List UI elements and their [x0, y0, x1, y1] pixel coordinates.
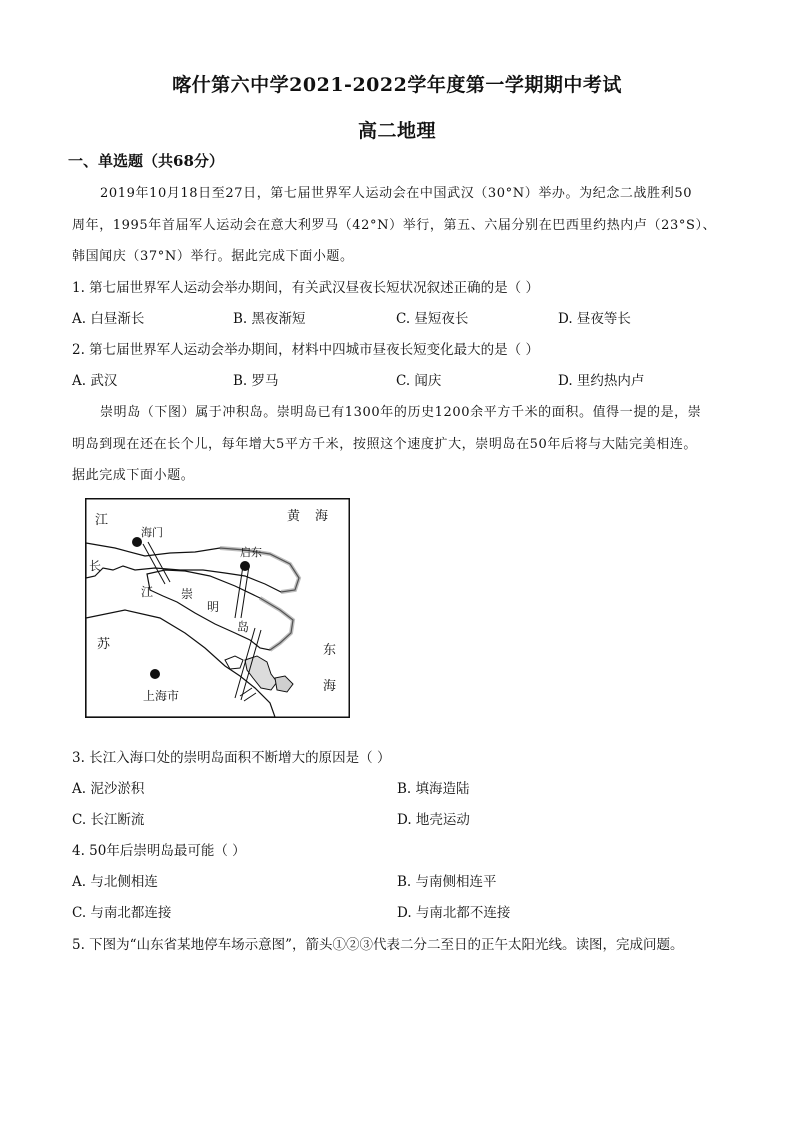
- map-label-huang: 黄: [287, 509, 301, 524]
- question-4-option-b[interactable]: B. 与南侧相连平: [397, 874, 497, 890]
- map-label-haimen: 海门: [141, 526, 163, 539]
- map-label-hai-east: 海: [323, 679, 337, 694]
- map-label-qidong: 启东: [240, 546, 262, 559]
- map-label-hai-north: 海: [315, 509, 329, 524]
- question-3-option-d[interactable]: D. 地壳运动: [397, 812, 470, 828]
- question-4-stem: 4. 50年后崇明岛最可能（ ）: [72, 843, 246, 859]
- map-label-shanghai: 上海市: [143, 689, 180, 703]
- qidong-city-dot: [240, 561, 250, 571]
- question-3-option-b[interactable]: B. 填海造陆: [397, 781, 470, 797]
- question-1-option-c[interactable]: C. 昼短夜长: [396, 311, 469, 327]
- question-4-option-c[interactable]: C. 与南北都连接: [72, 905, 172, 921]
- question-3-option-a[interactable]: A. 泥沙淤积: [72, 781, 145, 797]
- passage1-line2: 周年，1995年首届军人运动会在意大利罗马（42°N）举行，第五、六届分别在巴西里约热内卢（23°S）、: [72, 218, 717, 233]
- question-4-option-d[interactable]: D. 与南北都不连接: [397, 905, 511, 921]
- question-3-option-c[interactable]: C. 长江断流: [72, 812, 145, 828]
- question-1-option-d[interactable]: D. 昼夜等长: [558, 311, 631, 327]
- question-1-stem: 1. 第七届世界军人运动会举办期间，有关武汉昼夜长短状况叙述正确的是（ ）: [72, 280, 539, 296]
- question-3-stem: 3. 长江入海口处的崇明岛面积不断增大的原因是（ ）: [72, 750, 391, 766]
- section-heading: 一、单选题（共68分）: [68, 152, 224, 170]
- question-2-option-a[interactable]: A. 武汉: [72, 373, 118, 389]
- map-label-ming: 明: [207, 600, 220, 614]
- question-2-option-b[interactable]: B. 罗马: [233, 373, 279, 389]
- exam-title: 喀什第六中学2021-2022学年度第一学期期中考试: [172, 74, 622, 96]
- passage1-line1: 2019年10月18日至27日，第七届世界军人运动会在中国武汉（30°N）举办。为纪念二战胜利50: [100, 186, 693, 201]
- subject-title: 高二地理: [357, 120, 436, 142]
- passage1-line3: 韩国闻庆（37°N）举行。据此完成下面小题。: [72, 249, 354, 264]
- map-label-dong: 东: [323, 643, 337, 658]
- map-label-chang: 长: [89, 559, 102, 573]
- shanghai-city-dot: [150, 669, 160, 679]
- question-5-stem: 5. 下图为“山东省某地停车场示意图”，箭头①②③代表二分二至日的正午太阳光线。读图，完成问题。: [72, 937, 684, 953]
- map-label-su: 苏: [97, 637, 111, 652]
- chongming-island-map: [85, 498, 350, 718]
- passage2-line1: 崇明岛（下图）属于冲积岛。崇明岛已有1300年的历史1200余平方千米的面积。值得一提的是，崇: [100, 405, 702, 420]
- passage2-line3: 据此完成下面小题。: [72, 468, 195, 483]
- map-label-chong: 崇: [181, 587, 194, 601]
- question-1-option-b[interactable]: B. 黑夜渐短: [233, 311, 306, 327]
- question-2-option-c[interactable]: C. 闻庆: [396, 373, 442, 389]
- passage2-line2: 明岛到现在还在长个儿，每年增大5平方千米，按照这个速度扩大，崇明岛在50年后将与大陆完美相连。: [72, 437, 698, 452]
- map-label-jiang: 江: [95, 513, 109, 528]
- question-2-option-d[interactable]: D. 里约热内卢: [558, 373, 645, 389]
- question-2-stem: 2. 第七届世界军人运动会举办期间，材料中四城市昼夜长短变化最大的是（ ）: [72, 342, 539, 358]
- map-label-dao: 岛: [237, 620, 250, 634]
- question-1-option-a[interactable]: A. 白昼渐长: [72, 311, 145, 327]
- map-label-jiang2: 江: [141, 585, 154, 599]
- question-4-option-a[interactable]: A. 与北侧相连: [72, 874, 158, 890]
